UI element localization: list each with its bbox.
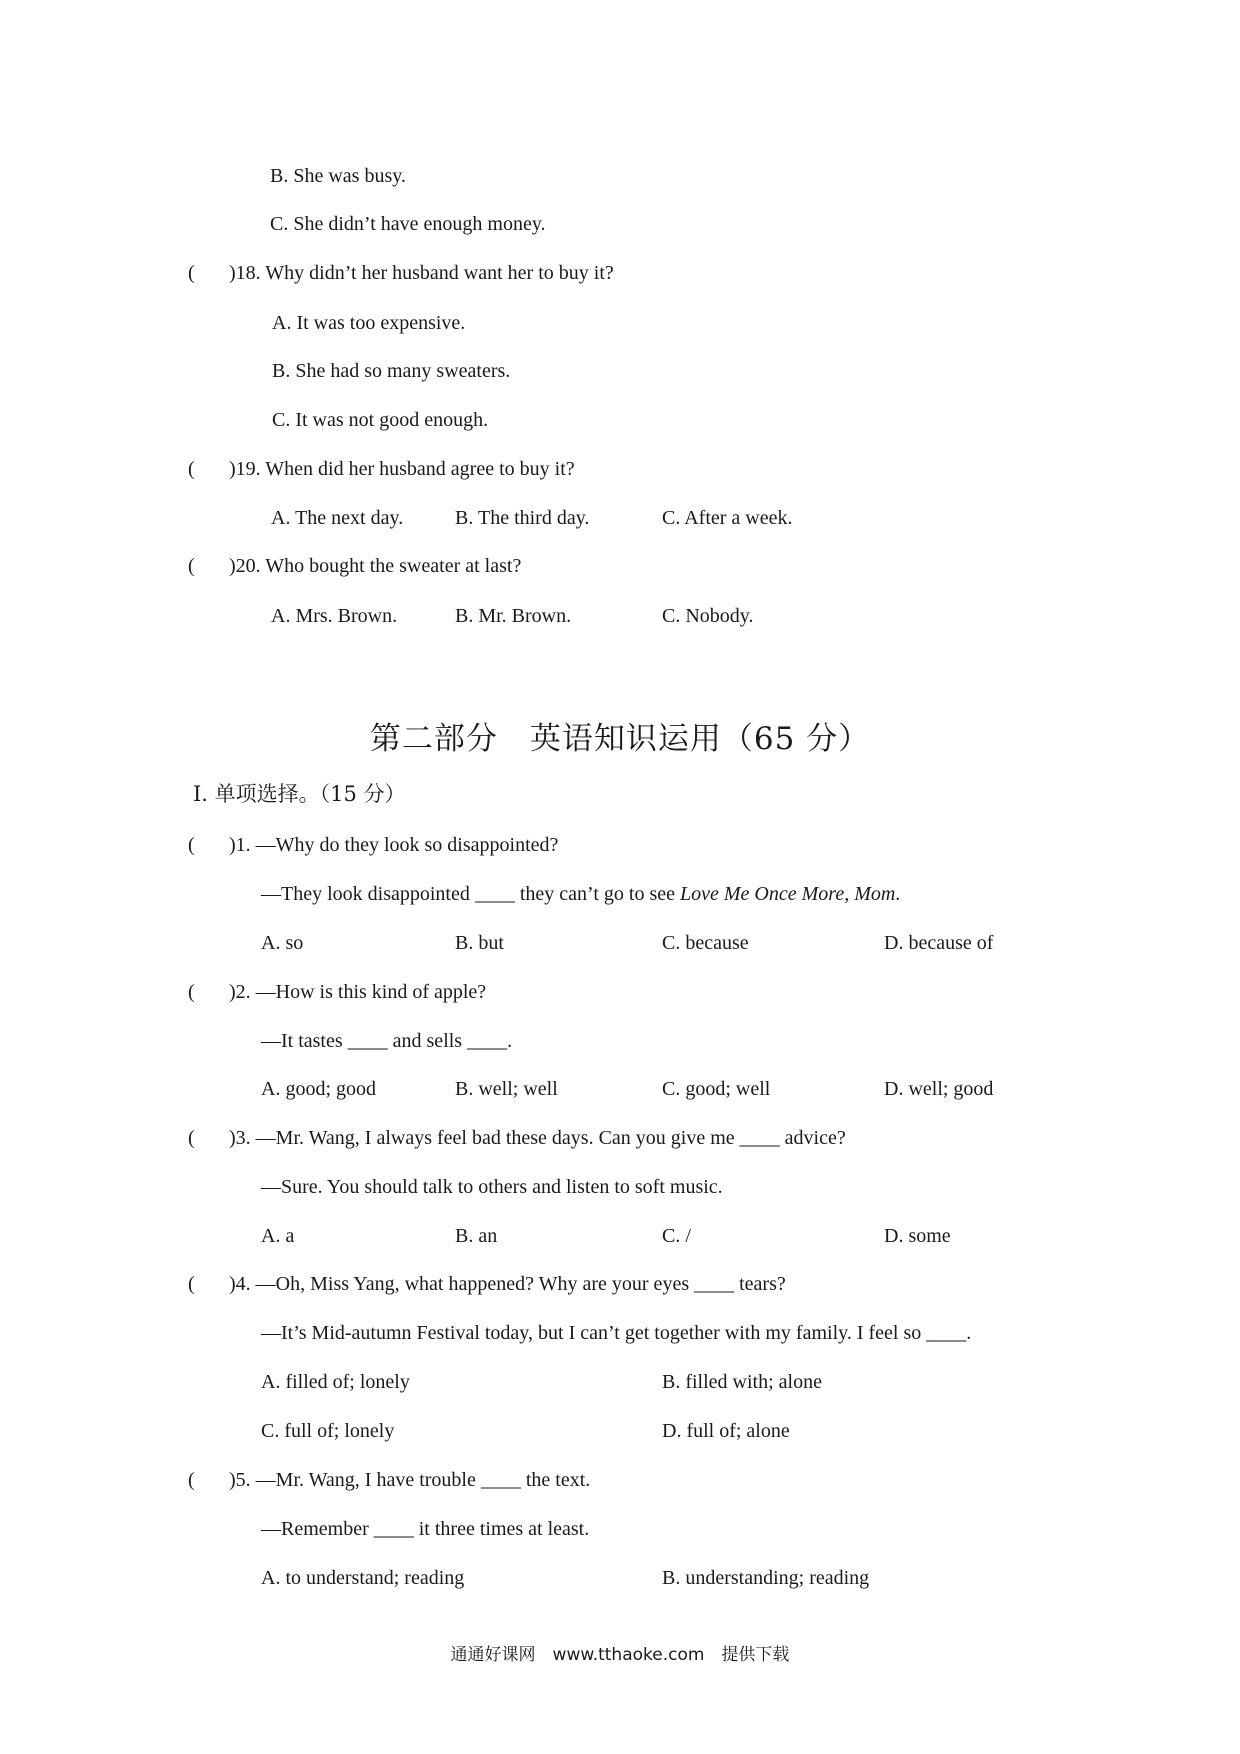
q1-stem: )1. —Why do they look so disappointed? — [229, 834, 559, 856]
q4-option-d: D. full of; alone — [662, 1420, 790, 1442]
q5-reply: —Remember ____ it three times at least. — [261, 1518, 590, 1540]
q3-option-c: C. / — [662, 1225, 691, 1247]
answer-bracket: ( — [188, 555, 195, 577]
q1-option-a: A. so — [261, 932, 304, 954]
q3-reply: —Sure. You should talk to others and listen to soft music. — [261, 1176, 723, 1198]
q19-stem: )19. When did her husband agree to buy it? — [229, 458, 575, 480]
q18-option-c: C. It was not good enough. — [272, 409, 489, 431]
q20-option-a: A. Mrs. Brown. — [271, 605, 398, 627]
q1-option-b: B. but — [455, 932, 504, 954]
q2-option-b: B. well; well — [455, 1078, 558, 1100]
q1-reply: —They look disappointed ____ they can’t go to see Love Me Once More, Mom. — [261, 883, 901, 905]
q17-option-b: B. She was busy. — [270, 165, 406, 187]
answer-bracket: ( — [188, 262, 195, 284]
q3-option-b: B. an — [455, 1225, 498, 1247]
q2-option-a: A. good; good — [261, 1078, 376, 1100]
q19-option-b: B. The third day. — [455, 507, 590, 529]
q19-option-c: C. After a week. — [662, 507, 793, 529]
q3-option-a: A. a — [261, 1225, 295, 1247]
q1-option-c: C. because — [662, 932, 749, 954]
answer-bracket: ( — [188, 1469, 195, 1491]
q3-stem: )3. —Mr. Wang, I always feel bad these days. Can you give me ____ advice? — [229, 1127, 846, 1149]
part-title: 第二部分 英语知识运用（65 分） — [369, 721, 871, 757]
q19-option-a: A. The next day. — [271, 507, 404, 529]
q18-option-b: B. She had so many sweaters. — [272, 360, 511, 382]
q18-option-a: A. It was too expensive. — [272, 312, 466, 334]
page-footer: 通通好课网 www.tthaoke.com 提供下载 — [450, 1645, 790, 1665]
answer-bracket: ( — [188, 1127, 195, 1149]
q2-reply: —It tastes ____ and sells ____. — [261, 1030, 513, 1052]
q18-stem: )18. Why didn’t her husband want her to buy it? — [229, 262, 614, 284]
answer-bracket: ( — [188, 981, 195, 1003]
q2-option-d: D. well; good — [884, 1078, 994, 1100]
q2-stem: )2. —How is this kind of apple? — [229, 981, 487, 1003]
q20-option-c: C. Nobody. — [662, 605, 754, 627]
q17-option-c: C. She didn’t have enough money. — [270, 213, 546, 235]
q4-option-b: B. filled with; alone — [662, 1371, 822, 1393]
q20-option-b: B. Mr. Brown. — [455, 605, 572, 627]
q5-option-b: B. understanding; reading — [662, 1567, 870, 1589]
answer-bracket: ( — [188, 1273, 195, 1295]
q3-option-d: D. some — [884, 1225, 951, 1247]
q4-stem: )4. —Oh, Miss Yang, what happened? Why are your eyes ____ tears? — [229, 1273, 786, 1295]
q1-option-d: D. because of — [884, 932, 994, 954]
q5-option-a: A. to understand; reading — [261, 1567, 465, 1589]
movie-title: Love Me Once More, Mom — [680, 883, 896, 905]
q4-reply: —It’s Mid-autumn Festival today, but I can’t get together with my family. I feel so ____. — [261, 1322, 972, 1344]
answer-bracket: ( — [188, 834, 195, 856]
answer-bracket: ( — [188, 458, 195, 480]
q4-option-a: A. filled of; lonely — [261, 1371, 410, 1393]
q2-option-c: C. good; well — [662, 1078, 771, 1100]
q5-stem: )5. —Mr. Wang, I have trouble ____ the text. — [229, 1469, 591, 1491]
q20-stem: )20. Who bought the sweater at last? — [229, 555, 522, 577]
section-heading: Ⅰ. 单项选择。（15 分） — [193, 782, 406, 806]
q4-option-c: C. full of; lonely — [261, 1420, 395, 1442]
